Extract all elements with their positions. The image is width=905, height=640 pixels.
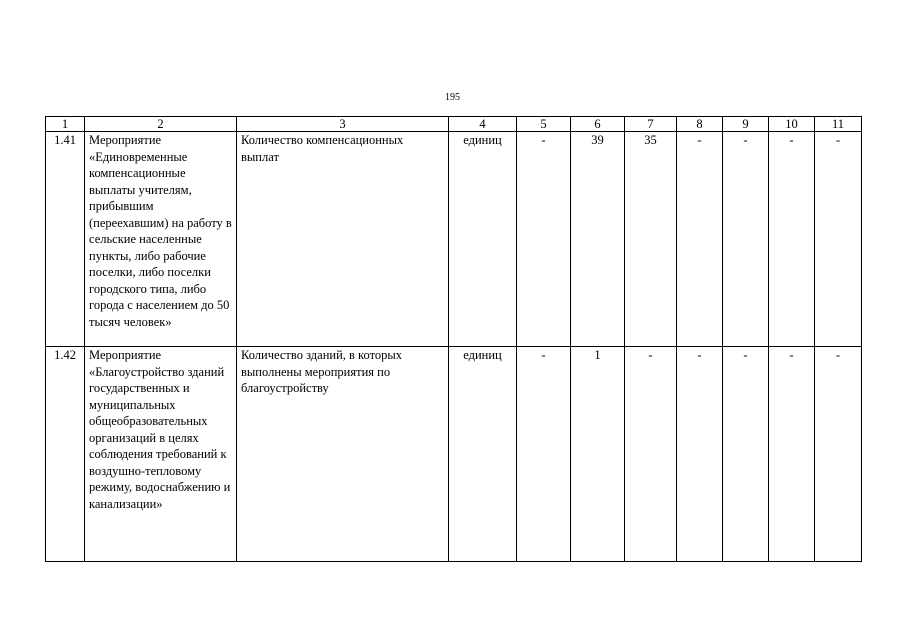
column-header: 3 [237,117,449,132]
measure-name: Мероприятие «Благоустройство зданий государственных и муниципальных общеобразовательных организаций в целях соблюдения требований к воздушно-тепловому режиму, водоснабжению и канализации» [85,347,237,562]
column-header: 4 [449,117,517,132]
value-cell-6: 1 [571,347,625,562]
table-row [46,347,862,562]
column-header: 2 [85,117,237,132]
value-cell-10: - [769,347,815,562]
column-header: 8 [677,117,723,132]
header-row [46,117,862,132]
unit-cell: единиц [449,347,517,562]
column-header: 1 [46,117,85,132]
column-header: 11 [815,117,862,132]
value-cell-10: - [769,132,815,347]
page-number: 195 [445,92,460,103]
value-cell-9: - [723,132,769,347]
value-cell-6: 39 [571,132,625,347]
row-number: 1.41 [46,132,85,347]
column-header: 5 [517,117,571,132]
column-header: 6 [571,117,625,132]
value-cell-5: - [517,132,571,347]
value-cell-9: - [723,347,769,562]
column-header: 7 [625,117,677,132]
value-cell-8: - [677,132,723,347]
row-number: 1.42 [46,347,85,562]
indicator-name: Количество компенсационных выплат [237,132,449,347]
value-cell-7: - [625,347,677,562]
value-cell-5: - [517,347,571,562]
report-table [45,116,862,562]
measure-name: Мероприятие «Единовременные компенсационные выплаты учителям, прибывшим (переехавшим) на работу в сельские населенные пункты, либо рабочие поселки, либо поселки городского типа, либо города с населением до 50 тысяч человек» [85,132,237,347]
column-header: 10 [769,117,815,132]
unit-cell: единиц [449,132,517,347]
value-cell-8: - [677,347,723,562]
indicator-name: Количество зданий, в которых выполнены мероприятия по благоустройству [237,347,449,562]
value-cell-7: 35 [625,132,677,347]
column-header: 9 [723,117,769,132]
table-row [46,132,862,347]
value-cell-11: - [815,132,862,347]
value-cell-11: - [815,347,862,562]
